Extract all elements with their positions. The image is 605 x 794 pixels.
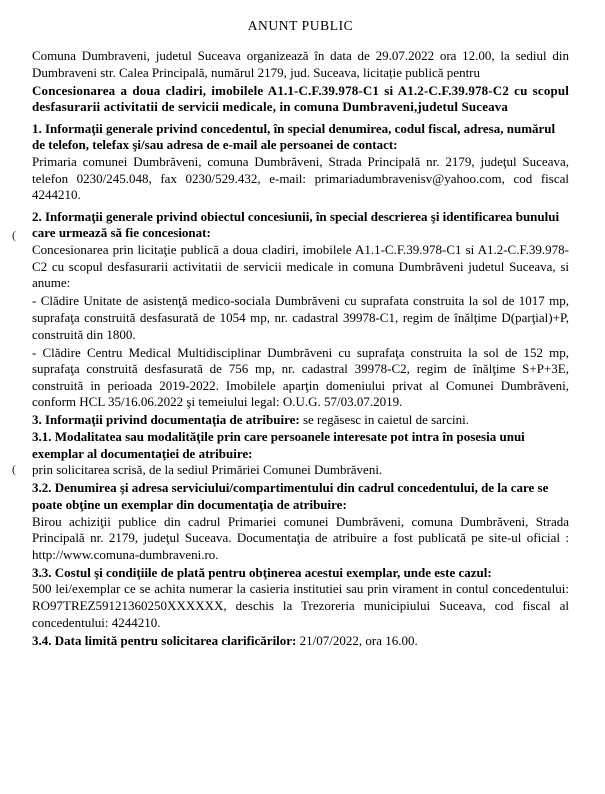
- section-2-heading: 2. Informaţii generale privind obiectul concesiunii, în special descrierea şi identificarea bunului care urmează să fie concesionat:: [32, 208, 560, 241]
- section-3-4-tail: 21/07/2022, ora 16.00.: [296, 632, 418, 648]
- section-2-body: Concesionarea prin licitaţie publică a doua cladiri, imobilele A1.1-C.F.39.978-C1 si A1.2-C.F.39.978-C2 cu scopul desfasurarii activitatii de servicii medicale in comuna Dumbrăveni judetul Suceava, si anume:: [32, 242, 569, 291]
- section-3-2-body: Birou achiziţii publice din cadrul Primariei comunei Dumbrăveni, comuna Dumbrăveni, Strada Principală nr. 2179, judeţul Suceava. Documentaţia de atribuire a fost publicată pe site-ul oficial : http://www.comuna-dumbraveni.ro.: [32, 513, 569, 562]
- section-3-2: [32, 480, 569, 563]
- section-3-3-body: 500 lei/exemplar ce se achita numerar la casieria institutiei sau prin virament in contul concedentului: RO97TREZ59121360250XXXXXX, deschis la Trezoreria municipiului Suceava, cod fiscal al concedentului: 4244210.: [32, 581, 569, 630]
- section-3-1-heading: 3.1. Modalitatea sau modalităţile prin care persoanele interesate pot intra în posesia unui exemplar al documentaţiei de atribuire:: [32, 429, 525, 461]
- section-3-2-heading: 3.2. Denumirea şi adresa serviciului/compartimentului din cadrul concedentului, de la care se poate obţine un exemplar din documentaţia de atribuire:: [32, 480, 549, 512]
- section-2: [32, 209, 569, 411]
- page-title: ANUNT PUBLIC: [247, 18, 354, 33]
- section-2-bullet-1: - Clădire Unitate de asistenţă medico-sociala Dumbrăveni cu suprafata construita la sol de 1017 mp, suprafaţa construită desfasurată de 1054 mp, nr. cadastral 39978-C1, regim de înălţime D(parţial)+P, construită din 1800.: [32, 293, 569, 342]
- section-3-1-body: prin solicitarea scrisă, de la sediul Primăriei Comunei Dumbrăveni.: [32, 462, 383, 478]
- section-3-1: [32, 429, 569, 479]
- margin-mark-2: (: [12, 462, 16, 476]
- section-3-tail: se regăsesc in caietul de sarcini.: [299, 412, 469, 428]
- section-3-3: [32, 565, 569, 631]
- section-3-4-line: [32, 633, 569, 650]
- margin-mark-1: (: [12, 228, 16, 242]
- section-3-4-heading: 3.4. Data limită pentru solicitarea clarificărilor:: [32, 632, 297, 648]
- section-3-3-heading: 3.3. Costul şi condiţiile de plată pentru obţinerea acestui exemplar, unde este cazul:: [32, 564, 492, 580]
- section-3-4: [32, 633, 569, 650]
- intro-line-1: Comuna Dumbraveni, judetul Suceava organizează în data de 29.07.2022 ora 12.00, la sediul din Dumbraveni str. Calea Principală, numărul 2179, jud. Suceava, licitație publică pentru: [32, 48, 569, 80]
- section-2-bullet-2: - Clădire Centru Medical Multidisciplinar Dumbrăveni cu suprafaţa construita la sol de 152 mp, suprafaţa construită desfasurată de 756 mp, nr. cadastral 39978-C2, regim de înălţime S+P+3E, construită in perioada 2019-2022. Imobilele aparţin domeniului privat al Comunei Dumbrăveni, conform HCL 35/16.06.2022 şi temeiului legal: O.U.G. 57/03.07.2019.: [32, 344, 569, 410]
- section-1-body: Primaria comunei Dumbrăveni, comuna Dumbrăveni, Strada Principală nr. 2179, judeţul Suceava, telefon 0230/245.048, fax 0230/529.432, e-mail: primariadumbravenisv@yahoo.com, cod fiscal 4244210.: [32, 154, 569, 203]
- section-3-heading: 3. Informaţii privind documentaţia de atribuire:: [32, 412, 300, 428]
- section-3: [32, 412, 569, 429]
- intro-line-2: Concesionarea a doua cladiri, imobilele A1.1-C.F.39.978-C1 si A1.2-C.F.39.978-C2 cu scopul desfasurarii activitatii de servicii medicale, in comuna Dumbraveni,judetul Suceava: [32, 82, 569, 115]
- intro-block: [32, 48, 569, 116]
- section-1-heading: 1. Informaţii generale privind concedentul, în special denumirea, codul fiscal, adresa, numărul de telefon, telefax şi/sau adresa de e-mail ale persoanei de contact:: [32, 120, 556, 153]
- section-1: [32, 121, 569, 204]
- section-3-line: [32, 412, 569, 429]
